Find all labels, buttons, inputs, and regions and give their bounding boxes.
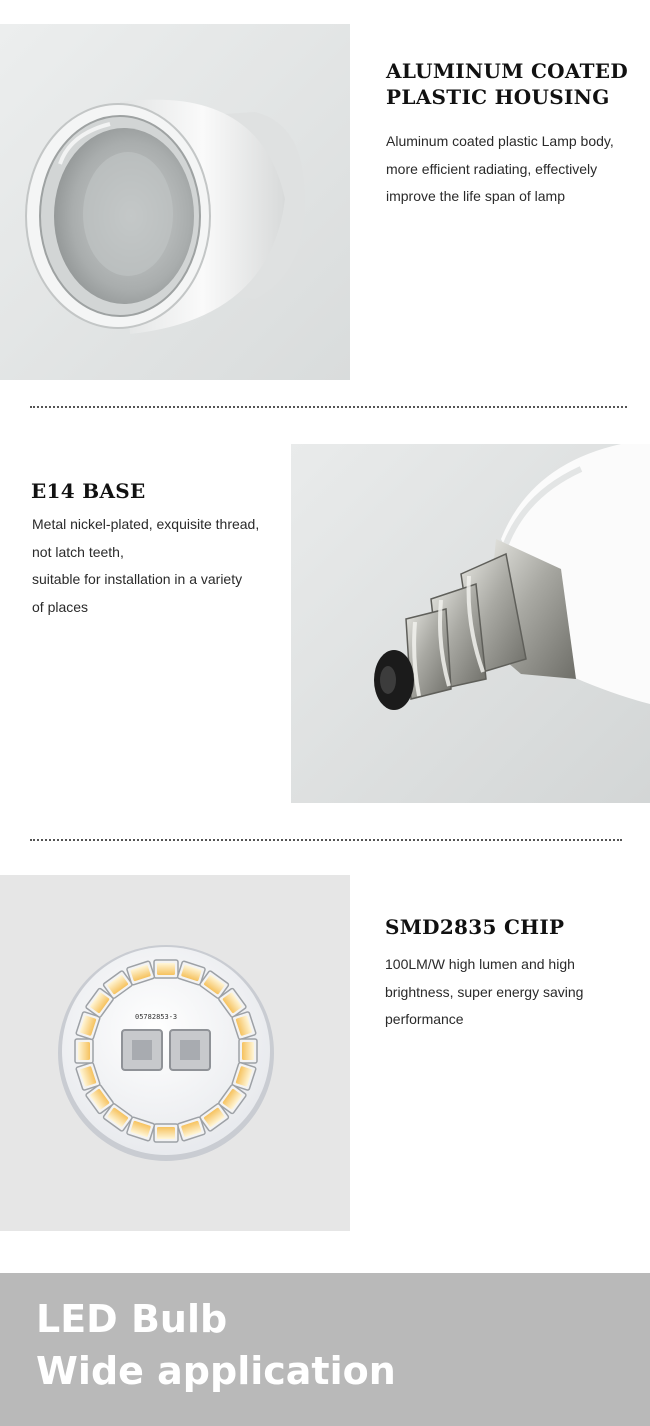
section-description-housing	[386, 128, 636, 211]
title-line: PLASTIC HOUSING	[386, 85, 610, 109]
description-line: 100LM/W high lumen and high	[385, 956, 575, 972]
description-line: Aluminum coated plastic Lamp body,	[386, 133, 614, 149]
description-line: performance	[385, 1011, 464, 1027]
description-line: improve the life span of lamp	[386, 188, 565, 204]
led-chip-board-photo	[0, 875, 350, 1231]
title-line: ALUMINUM COATED	[386, 59, 628, 83]
description-line: of places	[32, 598, 89, 615]
section-description-smd-chip	[385, 951, 635, 1034]
section-title-housing	[386, 58, 628, 110]
led-chip	[239, 1039, 257, 1063]
section-title-smd-chip	[385, 914, 564, 940]
description-line: more efficient radiating, effectively	[386, 160, 598, 177]
section-title-e14-base	[31, 478, 146, 504]
dotted-divider	[30, 839, 622, 841]
banner-title: LED Bulb	[36, 1297, 228, 1341]
description-line: Metal nickel-plated, exquisite thread,	[32, 516, 260, 532]
section-description-e14-base	[32, 511, 284, 621]
banner-subtitle: Wide application	[36, 1349, 396, 1393]
title-line: E14 BASE	[31, 479, 146, 503]
bottom-banner	[0, 1273, 650, 1426]
title-line: SMD2835 CHIP	[385, 915, 565, 939]
aluminum-housing-photo	[0, 24, 350, 380]
led-chip	[75, 1039, 93, 1063]
e14-base-photo	[291, 444, 650, 803]
led-chip	[154, 960, 178, 978]
description-line: brightness, super energy saving	[385, 983, 584, 1000]
dotted-divider	[30, 406, 627, 408]
description-line: not latch teeth,	[32, 543, 124, 560]
description-line: suitable for installation in a variety	[32, 571, 243, 587]
led-chip	[154, 1124, 178, 1142]
board-marking: 05782853-3	[135, 1013, 178, 1021]
